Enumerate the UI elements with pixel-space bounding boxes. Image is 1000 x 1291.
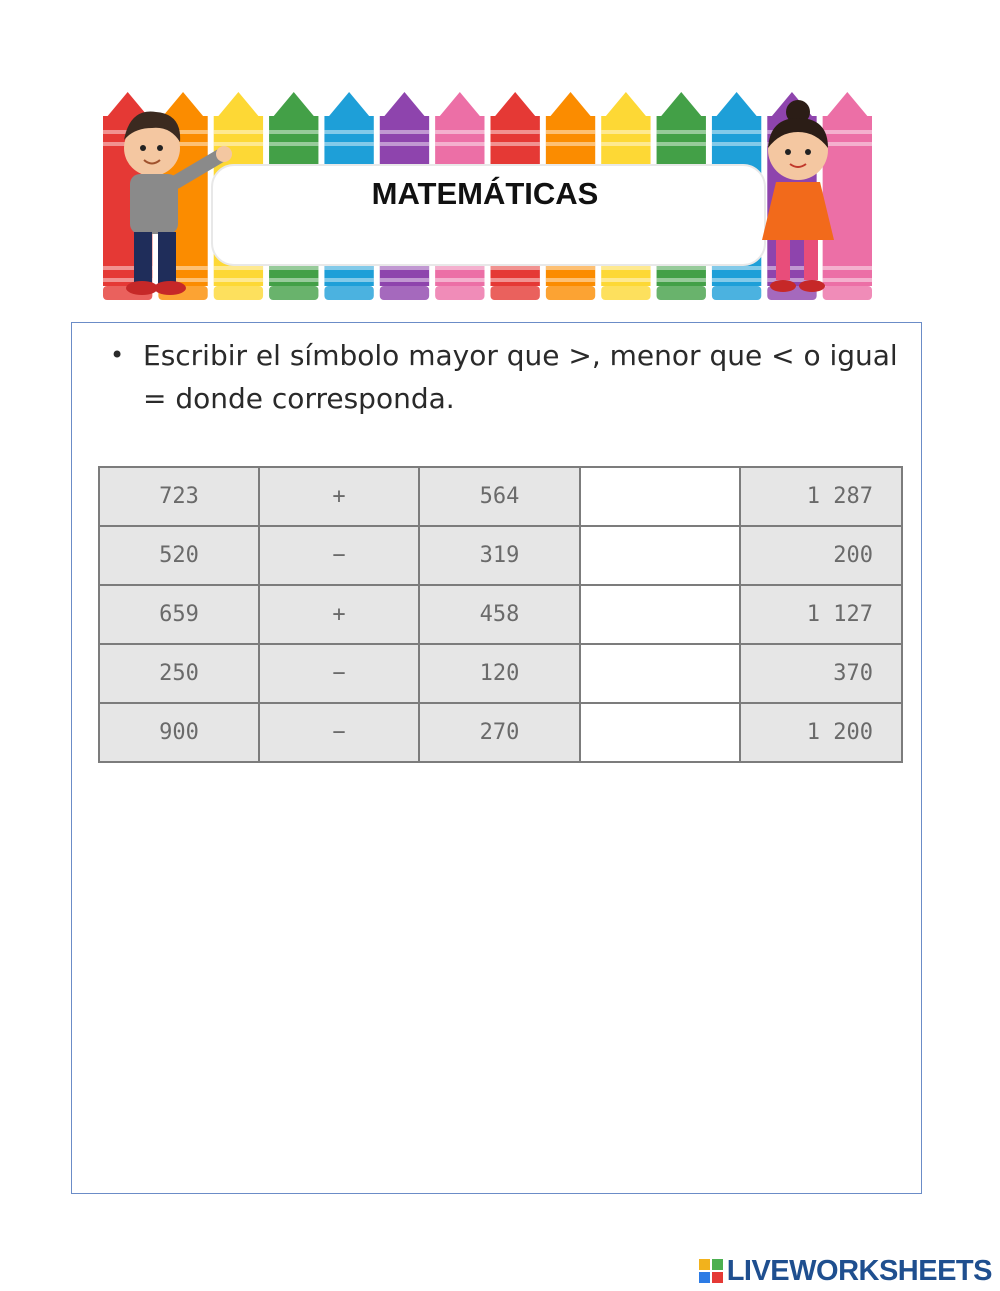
operator: − xyxy=(259,703,419,762)
instruction-text xyxy=(110,334,910,420)
logo-square xyxy=(712,1272,723,1283)
table-row xyxy=(99,703,902,762)
operator: − xyxy=(259,644,419,703)
liveworksheets-logo[interactable] xyxy=(699,1254,992,1288)
operand-a: 520 xyxy=(99,526,259,585)
table-row xyxy=(99,467,902,526)
result-value: 370 xyxy=(740,644,902,703)
operand-b: 270 xyxy=(419,703,580,762)
logo-square xyxy=(699,1272,710,1283)
answer-input[interactable] xyxy=(581,585,743,644)
operand-a: 723 xyxy=(99,467,259,526)
table-row xyxy=(99,526,902,585)
result-value: 200 xyxy=(740,526,902,585)
operand-b: 319 xyxy=(419,526,580,585)
logo-square xyxy=(699,1259,710,1270)
operand-b: 458 xyxy=(419,585,580,644)
table-row xyxy=(99,585,902,644)
exercise-table xyxy=(98,466,903,763)
answer-cell xyxy=(580,644,740,703)
answer-input[interactable] xyxy=(581,467,743,526)
logo-square xyxy=(712,1259,723,1270)
table-row xyxy=(99,644,902,703)
instruction-label: Escribir el símbolo mayor que >, menor que < o igual = donde corresponda. xyxy=(143,339,898,415)
operator: + xyxy=(259,467,419,526)
answer-input[interactable] xyxy=(581,644,743,703)
logo-text: LIVEWORKSHEETS xyxy=(726,1254,992,1287)
answer-input[interactable] xyxy=(581,526,743,585)
answer-input[interactable] xyxy=(581,703,743,762)
answer-cell xyxy=(580,467,740,526)
bullet-icon: • xyxy=(110,341,125,369)
operand-b: 120 xyxy=(419,644,580,703)
logo-grid-icon xyxy=(699,1259,723,1283)
operand-a: 900 xyxy=(99,703,259,762)
result-value: 1 287 xyxy=(740,467,902,526)
operand-b: 564 xyxy=(419,467,580,526)
result-value: 1 127 xyxy=(740,585,902,644)
operator: + xyxy=(259,585,419,644)
operand-a: 250 xyxy=(99,644,259,703)
answer-cell xyxy=(580,703,740,762)
operator: − xyxy=(259,526,419,585)
operand-a: 659 xyxy=(99,585,259,644)
page-title: MATEMÁTICAS xyxy=(371,176,599,211)
answer-cell xyxy=(580,526,740,585)
result-value: 1 200 xyxy=(740,703,902,762)
answer-cell xyxy=(580,585,740,644)
